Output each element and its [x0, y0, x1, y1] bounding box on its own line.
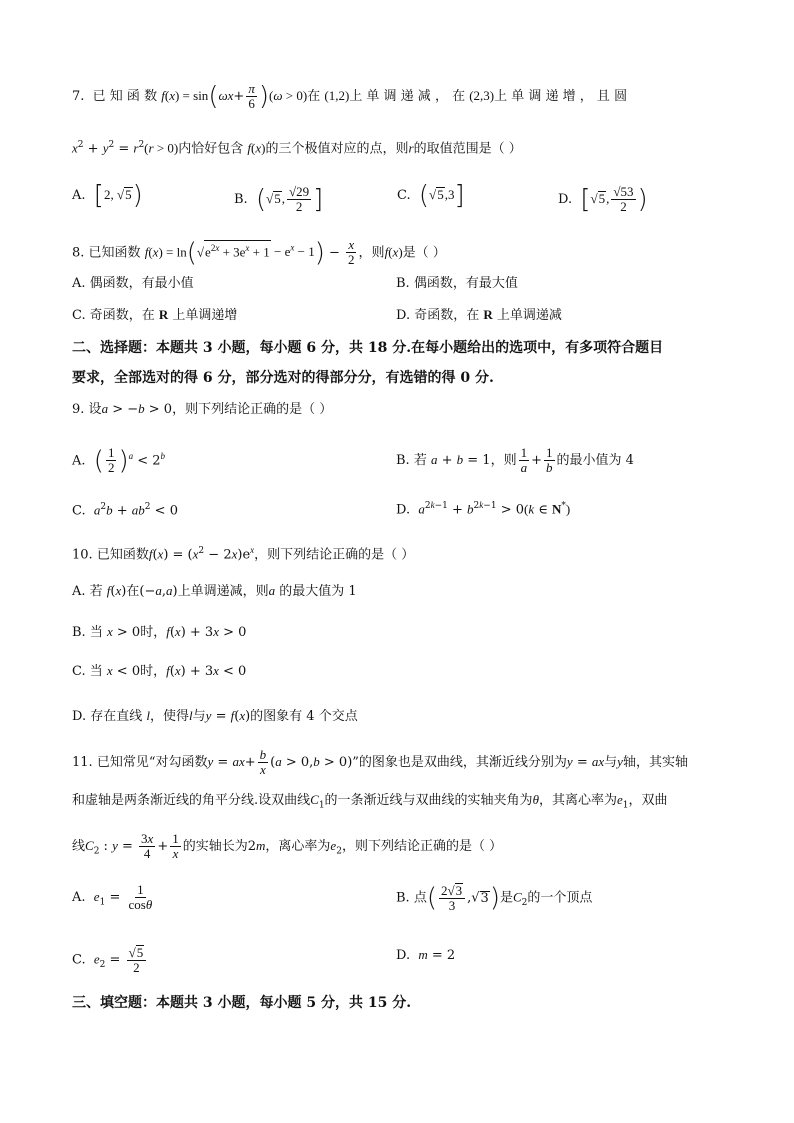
section3-heading: 三、填空题：本题共 3 小题，每小题 5 分，共 15 分. — [72, 995, 412, 1011]
q11-stem-line1: 11. 已知常见“对勾函数y = ax+ $\frac{b}{x}$ (a > 0,b > 0)”的图象也是双曲线，其渐近线分别为y = ax与y轴，其实轴 — [72, 747, 688, 777]
q10-option-c: C. 当 x < 0时，f(x) + 3x < 0 — [72, 663, 247, 679]
q8-option-c: C. 奇函数，在 R 上单调递增 — [72, 307, 238, 323]
q9-option-d: D. $a^{2k-1} + b^{2k-1} > 0(k$ ∈ N*) — [396, 500, 571, 518]
q10-option-b: B. 当 x > 0时，f(x) + 3x > 0 — [72, 624, 247, 640]
q8-option-b: B. 偶函数，有最大值 — [396, 276, 518, 291]
q11-option-b: B. 点( $\frac{2√3}{3}$ ,√3)是$C_2$的一个顶点 — [396, 883, 593, 913]
q9-option-c: C. $a^2b + ab^2 < 0$ — [72, 502, 178, 519]
q11-option-c: C. $e_2$ = $\frac{√5}{2}$ — [72, 945, 148, 975]
q11-option-a: A. $e_1$ = $\frac{1}{\cos\theta}$ — [72, 882, 153, 912]
q8-option-a: A. 偶函数，有最小值 — [72, 276, 194, 291]
q11-option-d: D. m = 2 — [396, 947, 456, 963]
q10-option-a: A. 若 f(x)在(−a,a)上单调递减，则a 的最大值为 1 — [72, 583, 357, 599]
q7-option-a: A. [2, √5) — [72, 180, 143, 211]
q7-stem-line1: 7. 已 知 函 数 f(x) = sin(ωx+ $\frac{\pi}{6}$ )(ω > 0)在 (1,2)上 单 调 递 减 ， 在 (2,3)上 单 调 递 增 ， 且 圆 — [72, 81, 628, 112]
q8-option-d: D. 奇函数，在 R 上单调递减 — [396, 307, 562, 323]
q7-option-d: D. [√5, $\frac{√53}{2}$ ) — [558, 184, 648, 215]
q8-stem: 8. 已知函数 $f(x) = \ln(√e^{2x} + 3e^x + 1 - e^x - 1)$ − $\frac{x}{2}$ ，则f(x)是（ ） — [72, 237, 446, 268]
q9-stem: 9. 设a > −b > 0，则下列结论正确的是（ ） — [72, 401, 333, 417]
q10-option-d: D. 存在直线 l，使得l与y = f(x)的图象有 4 个交点 — [72, 708, 358, 724]
q11-stem-line3: 线$C_2$ : y = $\frac{3x}{4}$ + $\frac{1}{x}$ 的实轴长为2m，离心率为$e_2$，则下列结论正确的是（ ） — [72, 831, 503, 861]
q9-option-a: A. ( $\frac{1}{2}$ )$^a < 2^b$ — [72, 445, 166, 476]
q7-options — [72, 180, 722, 215]
q9-option-b: B. 若 a + b = 1，则 $\frac{1}{a}$ + $\frac{1}{b}$ 的最小值为 4 — [396, 445, 634, 475]
section2-heading-cont: 要求，全部选对的得 6 分，部分选对的得部分分，有选错的得 0 分. — [72, 370, 494, 386]
q7-number: 7. — [72, 89, 85, 104]
q10-stem: 10. 已知函数$f(x) = (x^2 - 2x)e^x$，则下列结论正确的是（ ） — [72, 545, 415, 563]
q7-option-b: B. (√5, $\frac{√29}{2}$ ] — [234, 184, 324, 215]
section2-heading: 二、选择题：本题共 3 小题，每小题 6 分，共 18 分.在每小题给出的选项中，有多项符合题目 — [72, 340, 664, 356]
q7-option-c: C. (√5,3] — [397, 180, 465, 211]
q11-stem-line2: 和虚轴是两条渐近线的角平分线.设双曲线$C_1$的一条渐近线与双曲线的实轴夹角为θ，其离心率为$e_1$，双曲 — [72, 792, 668, 811]
q7-stem-line2: $x^2 + y^2 = r^2(r > 0)$内恰好包含 f(x)的三个极值对应的点，则r的取值范围是（ ） — [72, 140, 522, 157]
